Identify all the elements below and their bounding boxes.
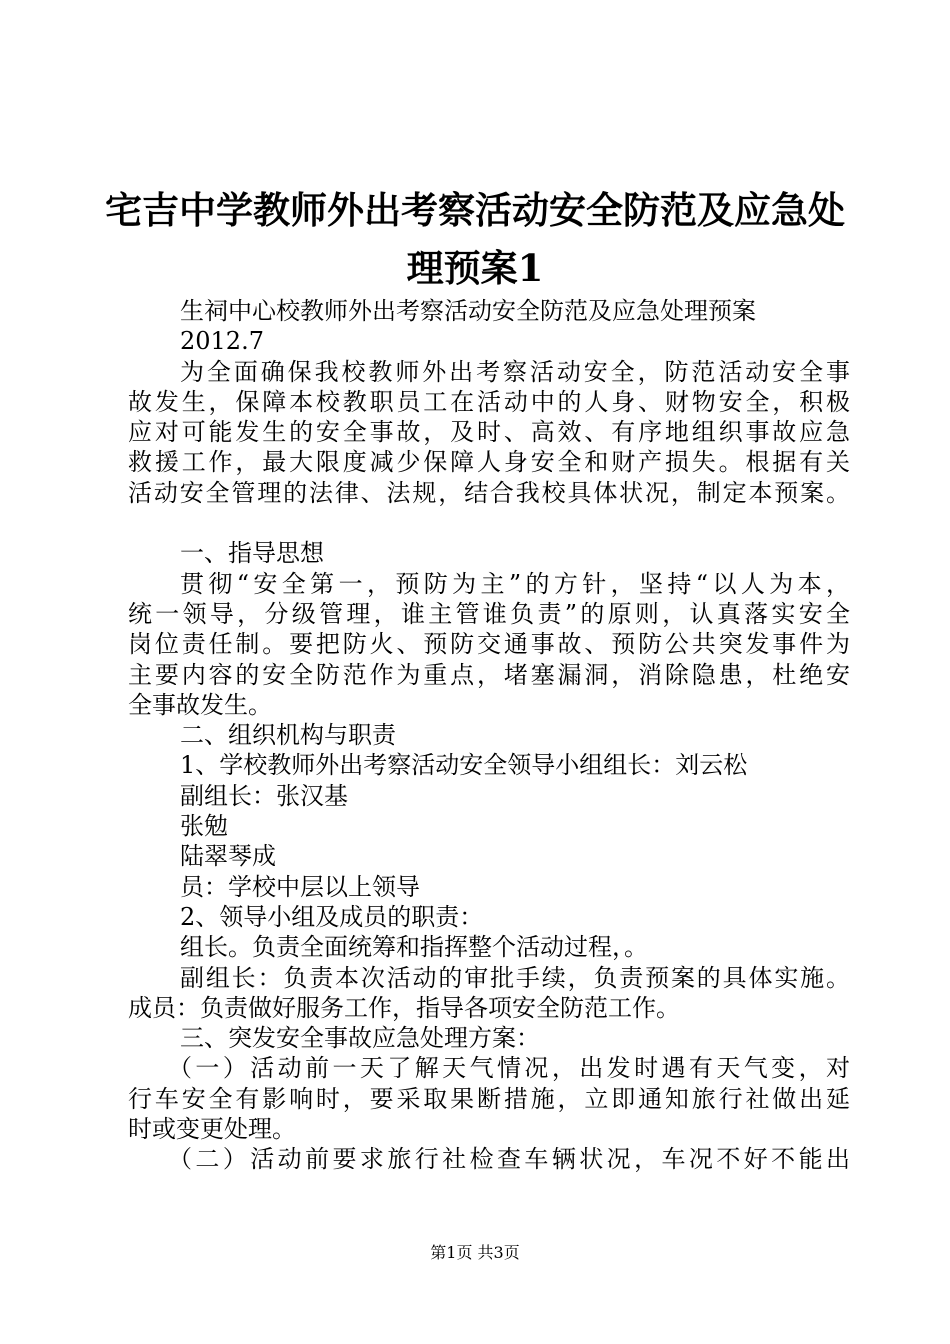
paragraph-line: 全事故发生。 [128, 690, 272, 719]
paragraph-line: 时或变更处理。 [128, 1115, 296, 1144]
paragraph-line: 贯彻“安全第一，预防为主”的方针，坚持“以人为本， [180, 569, 850, 598]
paragraph-line: 活动安全管理的法律、法规，结合我校具体状况，制定本预案。 [128, 478, 850, 507]
paragraph-line: 为全面确保我校教师外出考察活动安全，防范活动安全事 [180, 357, 850, 386]
paragraph-line: 统一领导，分级管理，谁主管谁负责”的原则，认真落实安全 [128, 599, 850, 628]
paragraph-line: 1、学校教师外出考察活动安全领导小组组长：刘云松 [180, 751, 748, 780]
paragraph-line: 故发生，保障本校教职员工在活动中的人身、财物安全，积极 [128, 387, 850, 416]
page-footer: 第1页 共3页 [430, 1243, 520, 1262]
paragraph-line: 主要内容的安全防范作为重点，堵塞漏洞，消除隐患，杜绝安 [128, 660, 850, 689]
paragraph-line: 副组长：负责本次活动的审批手续，负责预案的具体实施。 [180, 963, 850, 992]
document-title-line-2: 理预案1 [406, 246, 544, 290]
document-body [128, 296, 850, 1175]
paragraph-line: 救援工作，最大限度减少保障人身安全和财产损失。根据有关 [128, 448, 850, 477]
paragraph-line: 成员：负责做好服务工作，指导各项安全防范工作。 [128, 993, 680, 1022]
section-heading: 一、指导思想 [180, 539, 324, 568]
paragraph-line: 组长。负责全面统筹和指挥整个活动过程，。 [180, 933, 648, 962]
section-heading: 三、突发安全事故应急处理方案： [180, 1024, 540, 1053]
section-heading: 二、组织机构与职责 [180, 721, 396, 750]
paragraph-line: 员：学校中层以上领导 [180, 872, 420, 901]
paragraph-line: 行车安全有影响时，要采取果断措施，立即通知旅行社做出延 [128, 1084, 850, 1113]
paragraph-line: 张勉 [180, 812, 228, 841]
paragraph-line: 副组长：张汉基 [180, 781, 348, 810]
paragraph-line: （一）活动前一天了解天气情况，出发时遇有天气变，对 [168, 1054, 850, 1083]
paragraph-line: 岗位责任制。要把防火、预防交通事故、预防公共突发事件为 [128, 630, 850, 659]
subtitle-line: 生祠中心校教师外出考察活动安全防范及应急处理预案 [180, 297, 756, 325]
paragraph-line: 陆翠琴成 [180, 842, 276, 871]
paragraph-line: 应对可能发生的安全事故，及时、高效、有序地组织事故应急 [128, 418, 850, 447]
date-line: 2012.7 [180, 327, 264, 356]
paragraph-line: （二）活动前要求旅行社检查车辆状况，车况不好不能出 [168, 1145, 850, 1174]
paragraph-line: 2、领导小组及成员的职责： [180, 902, 484, 931]
blank-line [128, 508, 850, 538]
document-title-line-1: 宅吉中学教师外出考察活动安全防范及应急处 [105, 188, 845, 232]
